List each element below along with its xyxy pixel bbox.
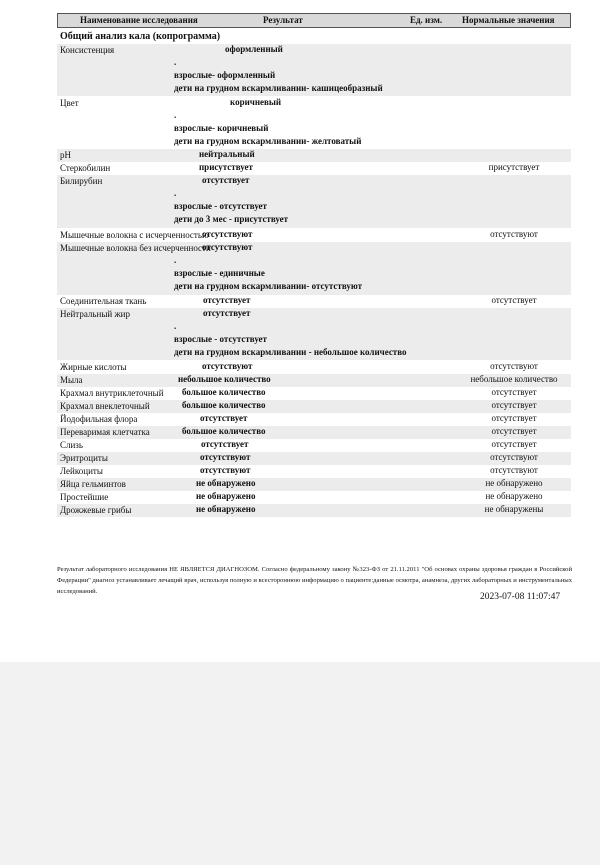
test-result: отсутствуют <box>200 452 251 462</box>
test-result: небольшое количество <box>178 374 271 384</box>
test-name: Соединительная ткань <box>60 296 147 306</box>
test-norm: отсутствуют <box>490 465 538 475</box>
test-name: Цвет <box>60 98 79 108</box>
test-result: присутствует <box>199 162 253 172</box>
test-norm: отсутствует <box>491 295 537 305</box>
table-row <box>57 361 571 374</box>
table-row <box>57 97 571 148</box>
table-row <box>57 465 571 478</box>
test-norm: отсутствует <box>491 413 537 423</box>
reference-note: дети на грудном вскармливании - небольшое количество <box>174 347 407 357</box>
reference-note: . <box>174 110 177 120</box>
test-norm: не обнаружено <box>485 478 543 488</box>
table-row <box>57 452 571 465</box>
reference-note: взрослые - отсутствует <box>174 334 267 344</box>
test-name: Эритроциты <box>60 453 108 463</box>
test-result: отсутствуют <box>200 465 251 475</box>
test-name: Слизь <box>60 440 83 450</box>
table-row <box>57 491 571 504</box>
test-name: Жирные кислоты <box>60 362 127 372</box>
test-name: Мышечные волокна без исчерченности <box>60 243 211 253</box>
table-row <box>57 504 571 517</box>
table-row <box>57 162 571 175</box>
reference-note: . <box>174 321 177 331</box>
reference-note: дети до 3 мес - присутствует <box>174 214 289 224</box>
test-norm: отсутствует <box>491 387 537 397</box>
table-row <box>57 439 571 452</box>
test-name: Переваримая клетчатка <box>60 427 150 437</box>
table-row <box>57 229 571 242</box>
table-row <box>57 400 571 413</box>
test-result: оформленный <box>225 44 283 54</box>
test-norm: отсутствует <box>491 439 537 449</box>
test-name: Яйца гельминтов <box>60 479 126 489</box>
test-result: большое количество <box>182 400 266 410</box>
table-row <box>57 478 571 491</box>
test-name: Мышечные волокна с исчерченностью <box>60 230 209 240</box>
table-row <box>57 374 571 387</box>
test-norm: присутствует <box>488 162 540 172</box>
test-name: Стеркобилин <box>60 163 111 173</box>
test-name: Дрожжевые грибы <box>60 505 132 515</box>
test-norm: отсутствуют <box>490 229 538 239</box>
test-name: Билирубин <box>60 176 103 186</box>
test-norm: отсутствует <box>491 400 537 410</box>
table-row <box>57 175 571 228</box>
reference-note: . <box>174 188 177 198</box>
test-norm: не обнаружено <box>485 491 543 501</box>
reference-note: взрослые- оформленный <box>174 70 276 80</box>
test-result: отсутствуют <box>202 229 253 239</box>
test-name: Консистенция <box>60 45 115 55</box>
col-name-header: Наименование исследования <box>80 15 198 25</box>
report-timestamp: 2023-07-08 11:07:47 <box>480 592 561 602</box>
reference-note: дети на грудном вскармливании- отсутствуют <box>174 281 363 291</box>
test-result: отсутствует <box>200 413 248 423</box>
col-result-header: Результат <box>263 15 303 25</box>
table-row <box>57 387 571 400</box>
test-norm: не обнаружены <box>484 504 544 514</box>
test-norm: отсутствуют <box>490 361 538 371</box>
test-norm: отсутствуют <box>490 452 538 462</box>
test-result: большое количество <box>182 426 266 436</box>
test-name: Лейкоциты <box>60 466 103 476</box>
table-header <box>57 13 571 28</box>
disclaimer-text: Результат лабораторного исследования НЕ ЯВЛЯЕТСЯ ДИАГНОЗОМ. Согласно федеральному закону №323-ФЗ от 21.11.2011 "Об основах охраны здоровья граждан в Российской Федерации" диагноз устанавливает лечащий врач, используя полную и всестороннюю информацию о пациенте:данные осмотра, анамнеза, других лабораторных и инструментальных исследований. <box>57 566 572 595</box>
reference-note: дети на грудном вскармливании- кашицеобразный <box>174 83 383 93</box>
table-row <box>57 413 571 426</box>
test-result: отсутствует <box>203 308 251 318</box>
reference-note: . <box>174 255 177 265</box>
section-title: Общий анализ кала (копрограмма) <box>60 31 221 42</box>
reference-note: взрослые- коричневый <box>174 123 269 133</box>
test-result: нейтральный <box>199 149 255 159</box>
table-row <box>57 295 571 308</box>
test-norm: небольшое количество <box>470 374 558 384</box>
test-result: отсутствует <box>201 439 249 449</box>
test-name: Простейшие <box>60 492 109 502</box>
reference-note: . <box>174 57 177 67</box>
test-result: отсутствуют <box>202 242 253 252</box>
test-result: отсутствует <box>203 295 251 305</box>
test-name: pH <box>60 150 71 160</box>
test-result: не обнаружено <box>196 491 256 501</box>
table-row <box>57 308 571 360</box>
test-result: большое количество <box>182 387 266 397</box>
test-name: Крахмал внутриклеточный <box>60 388 164 398</box>
test-result: отсутствует <box>202 175 250 185</box>
col-unit-header: Ед. изм. <box>410 15 443 25</box>
test-result: отсутствуют <box>202 361 253 371</box>
test-name: Йодофильная флора <box>60 414 138 424</box>
test-result: не обнаружено <box>196 478 256 488</box>
test-norm: отсутствует <box>491 426 537 436</box>
reference-note: взрослые - отсутствует <box>174 201 267 211</box>
table-row <box>57 426 571 439</box>
test-name: Нейтральный жир <box>60 309 130 319</box>
table-row <box>57 242 571 295</box>
test-name: Крахмал внеклеточный <box>60 401 150 411</box>
col-norm-header: Нормальные значения <box>462 15 555 25</box>
reference-note: дети на грудном вскармливании- желтоватый <box>174 136 362 146</box>
table-row <box>57 44 571 96</box>
test-name: Мыла <box>60 375 83 385</box>
test-result: не обнаружено <box>196 504 256 514</box>
table-row <box>57 149 571 162</box>
test-result: коричневый <box>230 97 282 107</box>
reference-note: взрослые - единичные <box>174 268 265 278</box>
